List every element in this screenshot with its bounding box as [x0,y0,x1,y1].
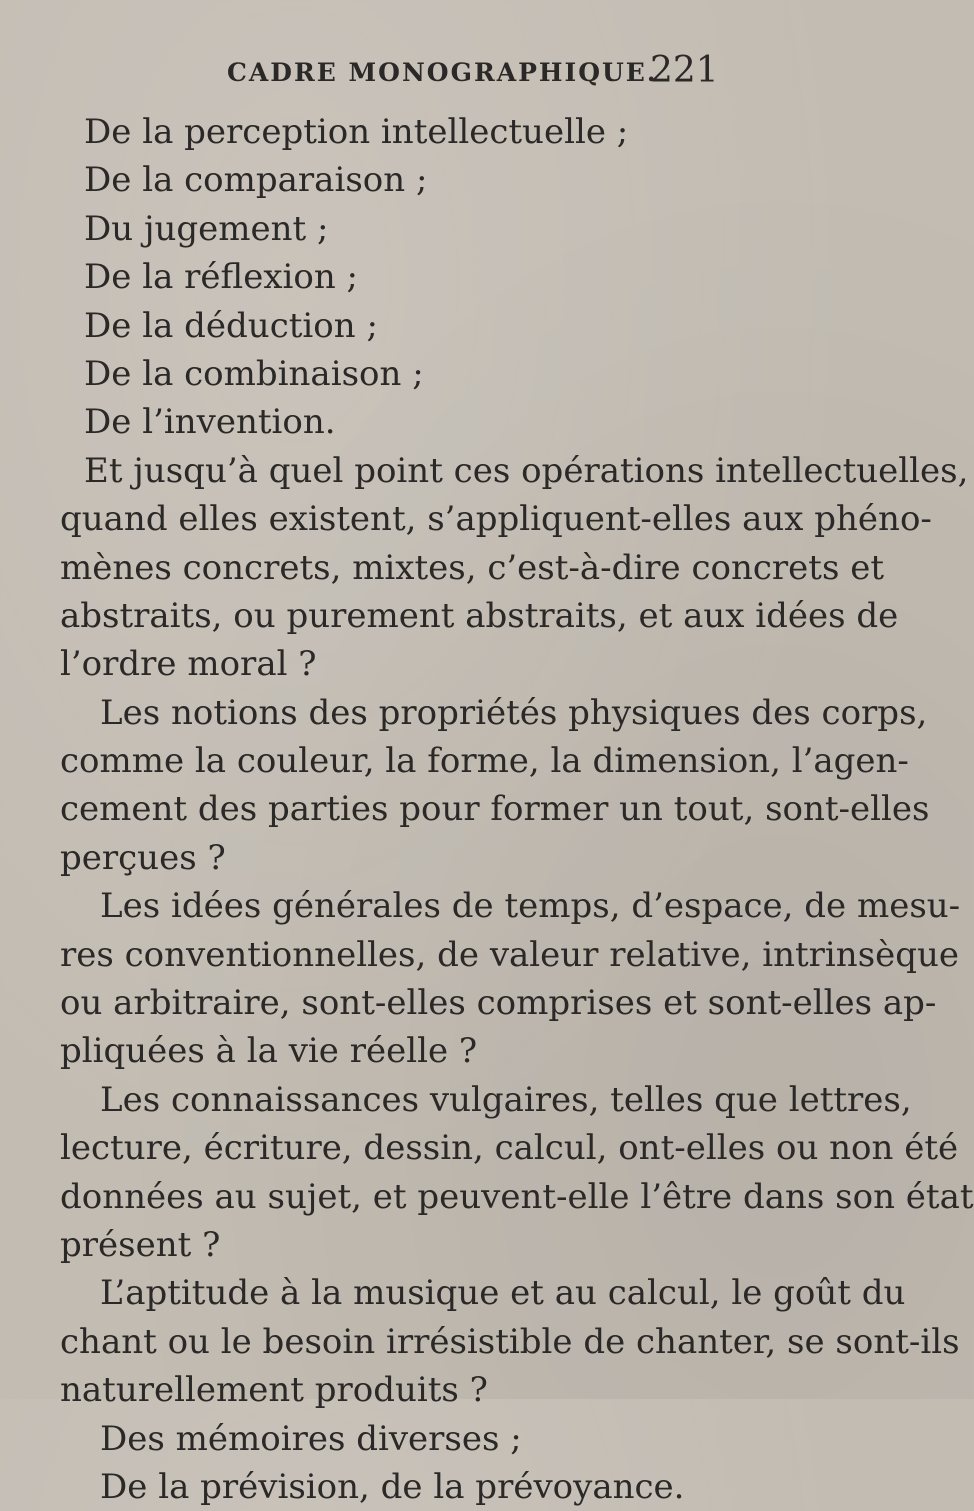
body-text [60,108,974,1511]
text-line: Des mémoires diverses ; [100,1418,522,1459]
text-line: Les idées générales de temps, d’espace, de mesu- [100,886,961,927]
text-line: De la perception intellectuelle ; [84,112,629,152]
text-line: lecture, écriture, dessin, calcul, ont-elles ou non été [60,1128,959,1169]
text-line: naturellement produits ? [60,1370,488,1411]
text-line: De la comparaison ; [84,160,428,201]
text-line: cement des parties pour former un tout, sont-elles [60,789,930,830]
text-line: Les connaissances vulgaires, telles que lettres, [100,1079,912,1120]
text-line: De la prévision, de la prévoyance. [100,1466,685,1507]
text-line: Les notions des propriétés physiques des corps, [100,692,928,733]
text-line: perçues ? [60,837,226,878]
text-line: comme la couleur, la forme, la dimension, l’agen- [60,741,909,782]
text-line: pliquées à la vie réelle ? [60,1031,478,1072]
page-number: 221 [650,50,719,91]
text-line: abstraits, ou purement abstraits, et aux idées de [60,595,899,636]
text-line: res conventionnelles, de valeur relative, intrinsèque [60,934,960,975]
text-line: De la réflexion ; [84,257,358,298]
text-line: présent ? [60,1224,221,1265]
text-line: L’aptitude à la musique et au calcul, le goût du [100,1273,906,1314]
text-line: Du jugement ; [84,208,329,249]
text-line: ou arbitraire, sont-elles comprises et sont-elles ap- [60,983,937,1024]
text-line: chant ou le besoin irrésistible de chanter, se sont-ils [60,1321,960,1362]
text-line: Et jusqu’à quel point ces opérations intellectuelles, [84,450,969,491]
page-header [0,48,800,91]
text-line: l’ordre moral ? [60,644,317,685]
text-line: De la déduction ; [84,305,378,346]
text-line: De la combinaison ; [84,353,424,394]
running-title: CADRE MONOGRAPHIQUE. [227,58,658,87]
text-line: mènes concrets, mixtes, c’est-à-dire concrets et [60,547,885,588]
text-line: quand elles existent, s’appliquent-elles aux phéno- [60,499,932,540]
text-line: De l’invention. [84,402,336,443]
text-line: données au sujet, et peuvent-elle l’être dans son état [60,1176,974,1217]
